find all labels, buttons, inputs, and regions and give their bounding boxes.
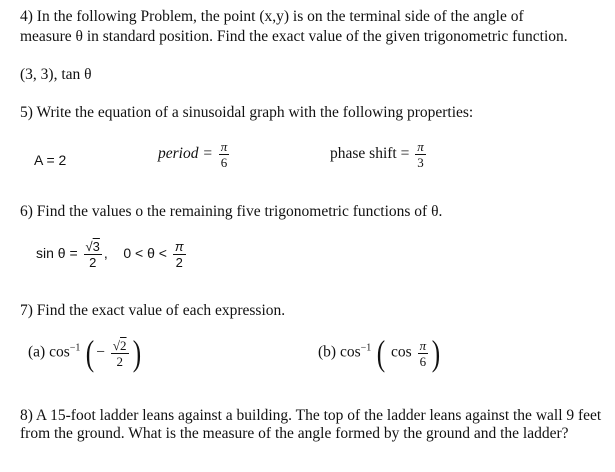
q6-range-num: π	[174, 239, 184, 254]
q6-sin-radicand: 3	[92, 239, 100, 254]
q4-line1: 4) In the following Problem, the point (x,y) is on the terminal side of the angle of	[20, 8, 524, 25]
q5-prompt: 5) Write the equation of a sinusoidal graph with the following properties:	[20, 104, 474, 121]
q7b-num: π	[419, 337, 427, 353]
q7a-num: √2	[112, 337, 127, 353]
q6-prompt: 6) Find the values o the remaining five trigonometric functions of θ.	[20, 203, 443, 220]
q7b-label: (b) cos	[318, 343, 361, 361]
q5-period-fraction	[219, 140, 230, 169]
q7-part-b	[318, 333, 442, 373]
q5-period-num: π	[220, 139, 228, 154]
q6-given	[36, 240, 188, 269]
q5-amplitude: A = 2	[34, 152, 67, 168]
q6-sin-num: √3	[85, 239, 100, 254]
q7b-den: 6	[419, 353, 427, 369]
q7b-fraction	[418, 339, 429, 368]
q6-sin-den: 2	[89, 255, 97, 270]
q7b-open-paren: (	[376, 333, 386, 373]
q7a-minus: −	[96, 343, 106, 361]
q6-range-label: 0 < θ <	[123, 245, 167, 262]
q7-part-a	[28, 333, 143, 373]
q7a-open-paren: (	[86, 333, 95, 373]
q5-phase-den: 3	[417, 155, 424, 170]
q5-phase-num: π	[417, 139, 424, 154]
q6-sin-fraction	[84, 240, 102, 269]
q5-period-den: 6	[220, 155, 228, 170]
q6-range-fraction	[173, 240, 186, 269]
q6-comma: ,	[103, 245, 108, 262]
q7b-close-paren: )	[431, 333, 441, 373]
q7a-close-paren: )	[132, 333, 141, 373]
q7a-radicand: 2	[120, 337, 127, 353]
q6-range-den: 2	[175, 255, 183, 270]
q5-phase-shift	[330, 140, 428, 169]
q4-given: (3, 3), tan θ	[20, 66, 92, 83]
q5-phase-label: phase shift =	[330, 145, 410, 163]
q5-period-label: period =	[158, 145, 213, 163]
q7a-inverse: −1	[69, 342, 81, 354]
q7b-inverse: −1	[360, 342, 372, 354]
q7a-fraction	[111, 339, 129, 368]
q7b-inner-cos: cos	[391, 343, 412, 361]
q6-sin-label: sin θ =	[36, 245, 78, 262]
q5-phase-fraction	[415, 140, 426, 169]
q8-text: 8) A 15-foot ladder leans against a building. The top of the ladder leans against the wall 9 feet from the ground. What is the measure of the angle formed by the ground and the ladder?	[20, 407, 602, 442]
q5-period	[158, 140, 231, 169]
q7a-den: 2	[116, 353, 123, 369]
q4-line2: measure θ in standard position. Find the exact value of the given trigonometric function.	[20, 28, 568, 45]
q7a-label: (a) cos	[28, 343, 70, 361]
q7-prompt: 7) Find the exact value of each expression.	[20, 302, 286, 319]
